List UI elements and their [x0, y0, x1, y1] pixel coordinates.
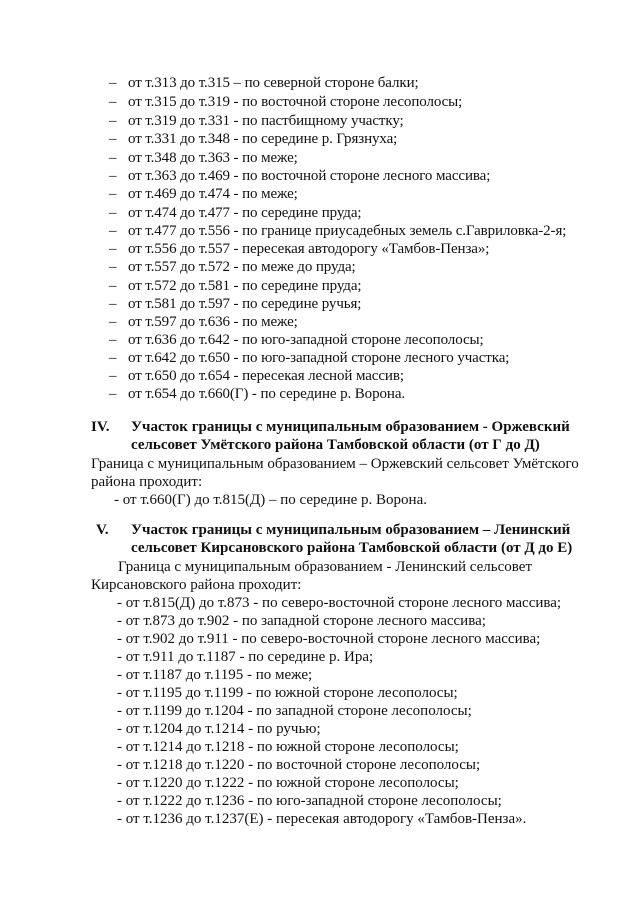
list-item: – от т.636 до т.642 - по юго-западной стороне лесополосы; [109, 332, 484, 348]
list-item: – от т.654 до т.660(Г) - по середине р. Ворона. [109, 386, 406, 402]
section-title-line: Участок границы с муниципальным образованием – Ленинский [131, 522, 571, 538]
section-number: V. [96, 522, 109, 538]
list-item: - от т.1187 до т.1195 - по меже; [117, 667, 313, 683]
list-item: – от т.557 до т.572 - по меже до пруда; [109, 259, 356, 275]
list-item: – от т.572 до т.581 - по середине пруда; [109, 278, 362, 294]
section-title-line: сельсовет Кирсановского района Тамбовской области (от Д до Е) [131, 540, 573, 556]
list-item: - от т.911 до т.1187 - по середине р. Ира; [117, 649, 374, 665]
list-item: - от т.660(Г) до т.815(Д) – по середине р. Ворона. [114, 492, 427, 508]
list-item: - от т.1199 до т.1204 - по западной стороне лесополосы; [117, 703, 472, 719]
list-item: - от т.1222 до т.1236 - по юго-западной стороне лесополосы; [117, 793, 502, 809]
list-item: – от т.313 до т.315 – по северной стороне балки; [109, 75, 419, 91]
list-item: – от т.331 до т.348 - по середине р. Грязнуха; [109, 131, 398, 147]
list-item: – от т.348 до т.363 - по меже; [109, 150, 298, 166]
paragraph-line: района проходит: [91, 474, 203, 490]
list-item: - от т.1214 до т.1218 - по южной стороне лесополосы; [117, 739, 459, 755]
list-item: - от т.873 до т.902 - по западной стороне лесного массива; [117, 613, 486, 629]
list-item: - от т.1220 до т.1222 - по южной стороне лесополосы; [117, 775, 459, 791]
list-item: - от т.1204 до т.1214 - по ручью; [117, 721, 321, 737]
section-number: IV. [91, 419, 110, 435]
list-item: – от т.319 до т.331 - по пастбищному участку; [109, 113, 404, 129]
list-item: - от т.1195 до т.1199 - по южной стороне лесополосы; [117, 685, 458, 701]
section-title-line: Участок границы с муниципальным образованием - Оржевский [131, 419, 570, 435]
paragraph-line: Граница с муниципальным образованием – Оржевский сельсовет Умётского [91, 456, 579, 472]
list-item: – от т.581 до т.597 - по середине ручья; [109, 296, 362, 312]
list-item: – от т.642 до т.650 - по юго-западной стороне лесного участка; [109, 350, 510, 366]
list-item: – от т.315 до т.319 - по восточной стороне лесополосы; [109, 94, 463, 110]
list-item: – от т.556 до т.557 - пересекая автодорогу «Тамбов-Пенза»; [109, 241, 490, 257]
section-title-line: сельсовет Умётского района Тамбовской области (от Г до Д) [131, 437, 540, 453]
list-item: - от т.1236 до т.1237(Е) - пересекая автодорогу «Тамбов-Пенза». [117, 811, 527, 827]
paragraph-line: Кирсановского района проходит: [91, 577, 302, 593]
list-item: - от т.1218 до т.1220 - по восточной стороне лесополосы; [117, 757, 481, 773]
list-item: - от т.902 до т.911 - по северо-восточной стороне лесного массива; [117, 631, 541, 647]
list-item: – от т.474 до т.477 - по середине пруда; [109, 205, 362, 221]
paragraph-line: Граница с муниципальным образованием - Ленинский сельсовет [118, 559, 532, 575]
list-item: – от т.469 до т.474 - по меже; [109, 186, 298, 202]
list-item: – от т.597 до т.636 - по меже; [109, 314, 298, 330]
list-item: - от т.815(Д) до т.873 - по северо-восточной стороне лесного массива; [117, 595, 562, 611]
list-item: – от т.650 до т.654 - пересекая лесной массив; [109, 368, 404, 384]
list-item: – от т.477 до т.556 - по границе приусадебных земель с.Гавриловка-2-я; [109, 223, 567, 239]
list-item: – от т.363 до т.469 - по восточной стороне лесного массива; [109, 168, 491, 184]
